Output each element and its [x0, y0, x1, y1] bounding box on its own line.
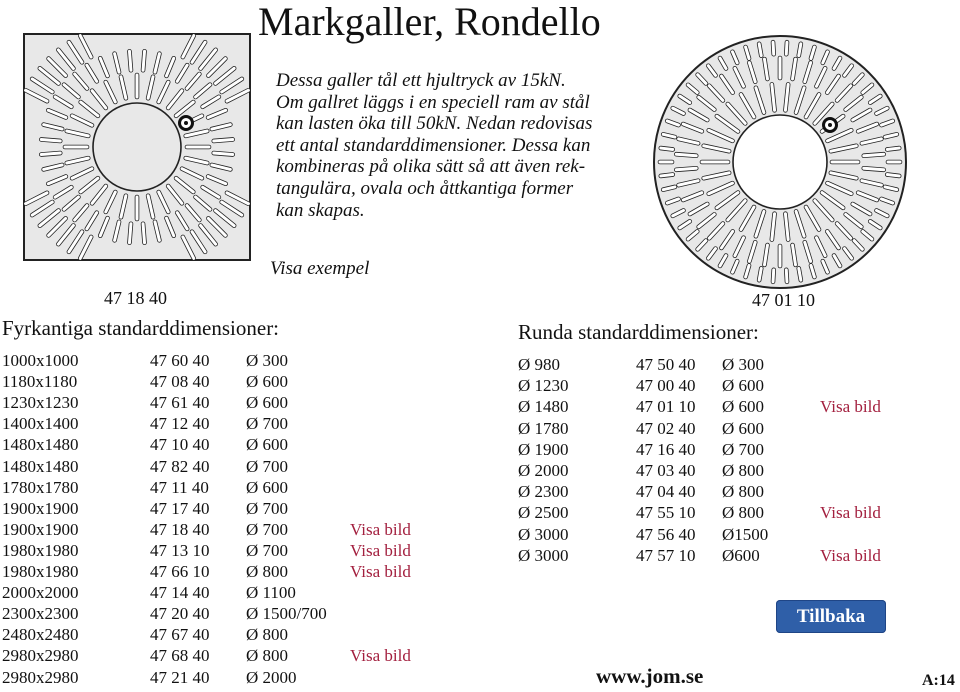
article-number-cell: 47 60 40: [150, 351, 210, 370]
page-title: Markgaller, Rondello: [258, 0, 601, 44]
table-row: [2, 478, 442, 499]
round-heading: Runda standarddimensioner:: [518, 320, 759, 344]
round-image-code: 47 01 10: [752, 290, 815, 310]
hole-diameter-cell: Ø 800: [246, 646, 289, 666]
visa-bild-link[interactable]: Visa bild: [820, 397, 881, 417]
visa-bild-link[interactable]: Visa bild: [350, 562, 411, 581]
dimension-cell: 2980x2980: [2, 667, 79, 687]
table-row: [518, 525, 958, 546]
dimension-cell: 1480x1480: [2, 435, 79, 455]
article-number-cell: 47 03 40: [636, 461, 696, 480]
table-row: [2, 520, 442, 541]
dimension-cell: Ø 3000: [518, 524, 569, 544]
description-line: Dessa galler tål ett hjultryck av 15kN.: [276, 70, 566, 91]
article-number-cell: 47 14 40: [150, 583, 210, 603]
table-row: [518, 546, 958, 567]
hole-diameter-cell: Ø 800: [246, 562, 289, 581]
dimension-cell: 1180x1180: [2, 372, 78, 392]
article-number-cell: 47 50 40: [636, 355, 696, 374]
article-number-cell: 47 11 40: [150, 477, 209, 497]
hole-diameter-cell: Ø 700: [722, 439, 765, 459]
article-number-cell: 47 20 40: [150, 604, 210, 624]
article-number-cell: 47 04 40: [636, 482, 696, 502]
description-line: Om gallret läggs i en speciell ram av stål: [276, 91, 590, 113]
article-number-cell: 47 56 40: [636, 524, 696, 544]
bolt-icon: [824, 119, 837, 132]
table-row: [2, 435, 442, 456]
table-row: [2, 457, 442, 478]
dimension-cell: 1980x1980: [2, 540, 79, 560]
hole-diameter-cell: Ø 800: [722, 482, 765, 502]
table-row: [2, 625, 442, 646]
dimension-cell: Ø 2000: [518, 461, 569, 480]
description-line: kan lasten öka till 50kN. Nedan redovisas: [276, 113, 593, 135]
hole-diameter-cell: Ø 700: [246, 519, 289, 539]
dimension-cell: Ø 980: [518, 355, 561, 374]
article-number-cell: 47 00 40: [636, 376, 696, 396]
page-reference: A:14: [922, 672, 955, 689]
table-row: [518, 376, 958, 397]
square-image-code: 47 18 40: [104, 288, 167, 308]
table-row: [2, 646, 442, 667]
article-number-cell: 47 67 40: [150, 625, 210, 645]
hole-diameter-cell: Ø 300: [246, 351, 289, 370]
hole-diameter-cell: Ø 800: [246, 625, 289, 645]
article-number-cell: 47 01 10: [636, 397, 696, 417]
visa-bild-link[interactable]: Visa bild: [820, 545, 881, 565]
dimension-cell: 2300x2300: [2, 604, 79, 624]
dimension-cell: 1900x1900: [2, 498, 79, 518]
table-row: [2, 499, 442, 520]
hole-diameter-cell: Ø 600: [722, 376, 765, 396]
hole-diameter-cell: Ø 600: [246, 372, 289, 392]
hole-diameter-cell: Ø 1100: [246, 583, 296, 603]
article-number-cell: 47 08 40: [150, 372, 210, 392]
article-number-cell: 47 57 10: [636, 545, 696, 565]
dimension-cell: Ø 2300: [518, 482, 569, 502]
table-row: [2, 604, 442, 625]
dimension-cell: 1000x1000: [2, 351, 79, 370]
hole-diameter-cell: Ø 700: [246, 414, 289, 434]
table-row: [2, 583, 442, 604]
dimension-cell: Ø 1480: [518, 397, 569, 417]
article-number-cell: 47 18 40: [150, 519, 210, 539]
dimension-cell: 1980x1980: [2, 562, 79, 581]
description-line: kombineras på olika sätt så att även rek-: [276, 156, 586, 178]
article-number-cell: 47 61 40: [150, 393, 210, 413]
article-number-cell: 47 17 40: [150, 498, 210, 518]
dimension-cell: Ø 1780: [518, 418, 569, 438]
hole-diameter-cell: Ø 1500/700: [246, 604, 327, 624]
article-number-cell: 47 12 40: [150, 414, 210, 434]
hole-diameter-cell: Ø 700: [246, 498, 289, 518]
visa-bild-link[interactable]: Visa bild: [820, 503, 881, 523]
hole-diameter-cell: Ø 600: [722, 418, 765, 438]
dimension-cell: Ø 1230: [518, 376, 569, 396]
description-line: tangulära, ovala och åttkantiga former: [276, 177, 574, 199]
article-number-cell: 47 55 10: [636, 503, 696, 523]
table-row: [2, 668, 442, 689]
visa-bild-link[interactable]: Visa bild: [350, 646, 411, 666]
square-heading: Fyrkantiga standarddimensioner:: [2, 316, 280, 340]
hole-diameter-cell: Ø1500: [722, 524, 769, 544]
dimension-cell: Ø 2500: [518, 503, 569, 523]
table-row: [518, 440, 958, 461]
visa-exempel-link[interactable]: Visa exempel: [270, 258, 370, 279]
visa-bild-link[interactable]: Visa bild: [350, 540, 411, 560]
dimension-cell: 2980x2980: [2, 646, 79, 666]
article-number-cell: 47 16 40: [636, 439, 696, 459]
article-number-cell: 47 68 40: [150, 646, 210, 666]
hole-diameter-cell: Ø 800: [722, 461, 765, 480]
hole-diameter-cell: Ø 700: [246, 456, 289, 476]
bolt-icon: [180, 117, 193, 130]
article-number-cell: 47 10 40: [150, 435, 210, 455]
article-number-cell: 47 82 40: [150, 456, 210, 476]
table-row: [518, 503, 958, 524]
article-number-cell: 47 21 40: [150, 667, 210, 687]
hole-diameter-cell: Ø 600: [246, 477, 289, 497]
description-line: kan skapas.: [276, 199, 365, 221]
tillbaka-button[interactable]: Tillbaka: [776, 600, 886, 633]
article-number-cell: 47 13 10: [150, 540, 210, 560]
dimension-cell: 1900x1900: [2, 519, 79, 539]
hole-diameter-cell: Ø 700: [246, 540, 289, 560]
table-row: [2, 562, 442, 583]
description: [276, 70, 656, 221]
dimension-cell: Ø 1900: [518, 439, 569, 459]
dimension-cell: 1480x1480: [2, 456, 79, 476]
hole-diameter-cell: Ø 300: [722, 355, 765, 374]
dimension-cell: 1400x1400: [2, 414, 79, 434]
dimension-cell: 2480x2480: [2, 625, 79, 645]
dimension-cell: Ø 3000: [518, 545, 569, 565]
hole-diameter-cell: Ø 600: [722, 397, 765, 417]
hole-diameter-cell: Ø 600: [246, 435, 289, 455]
dimension-cell: 1230x1230: [2, 393, 79, 413]
table-row: [518, 355, 958, 376]
table-row: [518, 397, 958, 418]
table-row: [2, 372, 442, 393]
dimension-cell: 1780x1780: [2, 477, 79, 497]
hole-diameter-cell: Ø 600: [246, 393, 289, 413]
table-row: [2, 414, 442, 435]
article-number-cell: 47 66 10: [150, 562, 210, 581]
table-row: [518, 482, 958, 503]
table-row: [2, 541, 442, 562]
article-number-cell: 47 02 40: [636, 418, 696, 438]
table-row: [2, 393, 442, 414]
hole-diameter-cell: Ø 800: [722, 503, 765, 523]
hole-diameter-cell: Ø600: [722, 545, 760, 565]
table-row: [2, 351, 442, 372]
visa-bild-link[interactable]: Visa bild: [350, 519, 411, 539]
table-row: [518, 419, 958, 440]
description-line: ett antal standarddimensioner. Dessa kan: [276, 134, 591, 156]
table-row: [518, 461, 958, 482]
website-url: www.jom.se: [596, 664, 704, 688]
dimension-cell: 2000x2000: [2, 583, 79, 603]
hole-diameter-cell: Ø 2000: [246, 667, 297, 687]
